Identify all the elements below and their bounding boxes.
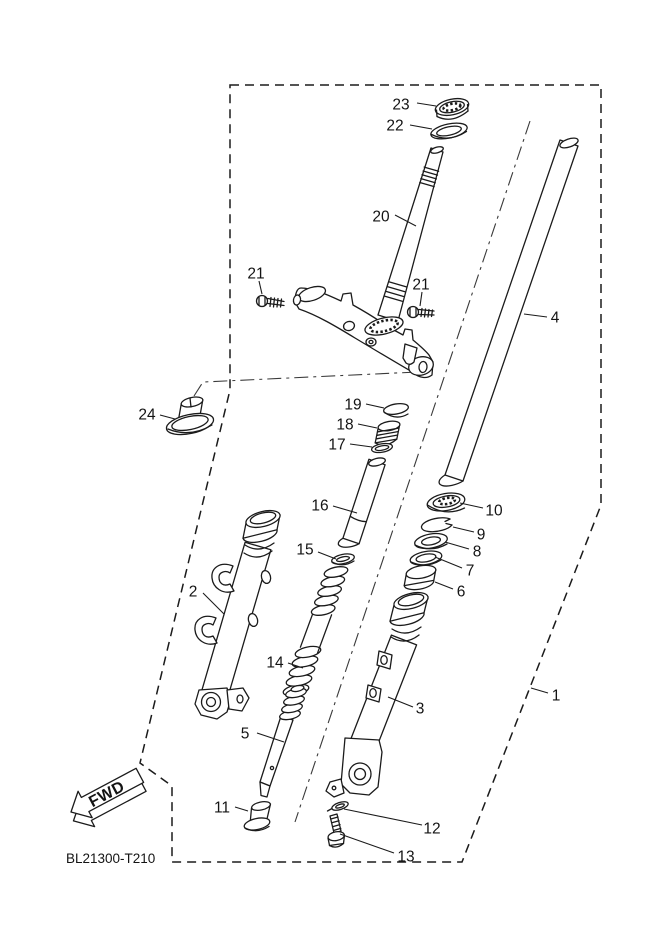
leader-line-17-9	[350, 444, 372, 447]
part-label-23-0: 23	[392, 96, 410, 114]
part-label-10-11: 10	[485, 502, 503, 520]
leader-line-2-16	[203, 593, 224, 614]
lower-bracket	[293, 283, 436, 377]
fwd-arrow	[62, 762, 151, 834]
part-24-plug	[165, 395, 216, 438]
part-18-spring-seat-bolt	[375, 420, 400, 445]
leader-line-11-22	[235, 807, 248, 811]
part-label-22-1: 22	[386, 117, 404, 135]
part-label-17-9: 17	[328, 436, 346, 454]
part-11-oil-lock-piece	[243, 800, 271, 832]
part-23-bearing-cover	[434, 96, 471, 119]
part-label-6-15: 6	[456, 583, 466, 601]
part-label-7-14: 7	[465, 562, 475, 580]
part-14-fork-spring	[282, 565, 348, 698]
part-9-retaining-clip	[421, 518, 452, 532]
part-label-15-17: 15	[296, 541, 314, 559]
leader-line-6-15	[435, 582, 453, 589]
part-12-gasket	[328, 800, 350, 812]
part-22-washer	[429, 120, 468, 141]
part-label-11-22: 11	[213, 799, 231, 817]
part-21-bolt-right	[408, 307, 435, 318]
leader-line-15-17	[318, 552, 336, 559]
part-label-14-18: 14	[266, 654, 284, 672]
part-label-4-5: 4	[550, 309, 560, 327]
part-label-13-24: 13	[397, 848, 415, 866]
part-label-24-6: 24	[138, 406, 156, 424]
leader-line-10-11	[460, 503, 483, 508]
leader-line-9-12	[453, 527, 474, 532]
part-3-outer-tube-right	[326, 589, 430, 797]
leader-line-22-1	[410, 125, 432, 129]
bracket-reference-line	[194, 372, 418, 396]
leader-line-21-3	[259, 281, 262, 294]
part-17-o-ring	[371, 442, 393, 454]
leader-line-23-0	[417, 103, 436, 106]
part-10-dust-cover	[426, 490, 466, 513]
part-label-21-4: 21	[412, 276, 430, 294]
part-label-5-21: 5	[240, 725, 250, 743]
leader-line-19-7	[366, 404, 384, 408]
part-label-16-10: 16	[311, 497, 329, 515]
part-label-19-7: 19	[344, 396, 362, 414]
part-label-21-3: 21	[247, 265, 265, 283]
part-8-oil-seal	[414, 531, 449, 551]
diagram-code: BL21300-T210	[66, 851, 156, 866]
part-label-18-8: 18	[336, 416, 354, 434]
leader-line-4-5	[524, 314, 547, 317]
part-label-9-12: 9	[476, 526, 486, 544]
leader-line-12-23	[344, 809, 422, 825]
part-label-12-23: 12	[423, 820, 441, 838]
part-16-spacer	[338, 456, 386, 547]
part-13-bolt	[327, 814, 345, 847]
leader-line-21-4	[420, 292, 422, 306]
leader-line-1-20	[531, 688, 548, 693]
part-label-20-2: 20	[372, 208, 390, 226]
leader-line-7-14	[435, 557, 462, 568]
fwd-label: FWD	[86, 778, 128, 811]
leader-line-24-6	[160, 415, 175, 419]
leader-line-8-13	[445, 542, 469, 549]
leader-line-13-24	[340, 834, 394, 853]
part-6-slide-bushing	[404, 563, 437, 589]
part-20-steering-stem	[378, 146, 444, 321]
part-21-bolt-left	[257, 296, 285, 308]
part-2-outer-tube-left	[195, 507, 282, 719]
part-label-1-20: 1	[551, 687, 561, 705]
part-label-3-19: 3	[415, 700, 425, 718]
part-label-8-13: 8	[472, 543, 482, 561]
leader-line-18-8	[358, 424, 377, 428]
part-15-spring-seat	[331, 552, 355, 566]
part-label-2-16: 2	[188, 583, 198, 601]
part-5-damper-rod	[260, 684, 307, 797]
part-19-cap	[383, 402, 409, 417]
